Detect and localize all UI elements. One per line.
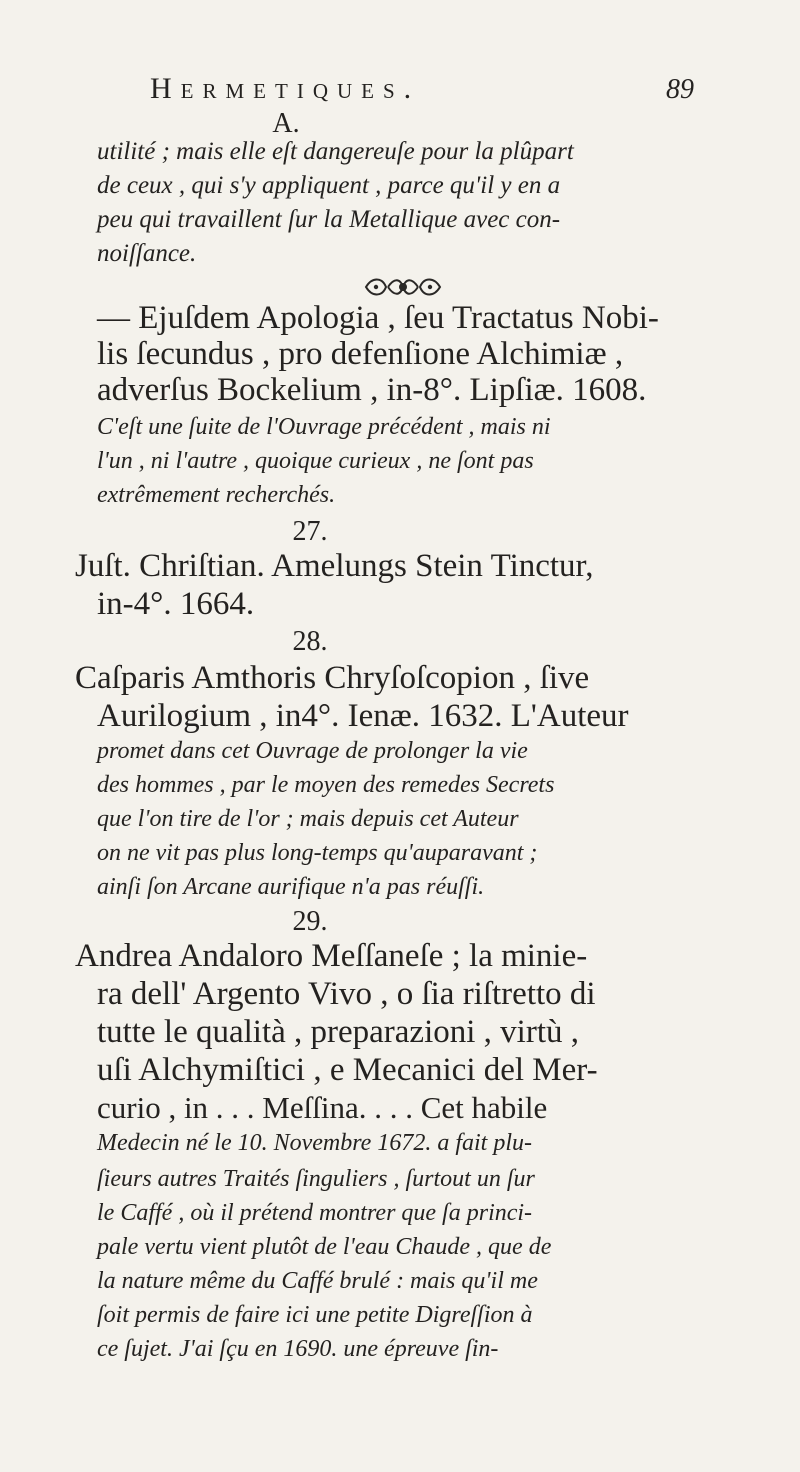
entry-26-line-2: lis ſecundus , pro defenſione Alchimiæ , <box>97 336 624 372</box>
entry-28-line-7: ainſi ſon Arcane aurifique n'a pas réuſſi. <box>97 874 485 900</box>
entry-29-line-8: le Caffé , où il prétend montrer que ſa princi- <box>97 1200 533 1226</box>
entry-29-line-5: curio , in . . . Meſſina. . . . Cet habile <box>97 1090 548 1125</box>
page-header <box>140 72 700 112</box>
entry-29-line-3: tutte le qualità , preparazioni , virtù , <box>97 1014 579 1050</box>
intro-line-3: peu qui travaillent ſur la Metallique avec con- <box>97 206 561 233</box>
entry-29-line-12: ce ſujet. J'ai ſçu en 1690. une épreuve ſin- <box>97 1336 499 1362</box>
entry-26-line-1: — Ejuſdem Apologia , ſeu Tractatus Nobi- <box>97 300 659 336</box>
entry-28-line-4: des hommes , par le moyen des remedes Secrets <box>97 772 555 798</box>
entry-29-line-10: la nature même du Caffé brulé : mais qu'il me <box>97 1268 538 1294</box>
intro-line-1: utilité ; mais elle eſt dangereuſe pour la plûpart <box>97 138 574 165</box>
entry-28-line-2: Aurilogium , in4°. Ienæ. 1632. L'Auteur <box>97 698 629 734</box>
entry-29-line-2: ra dell' Argento Vivo , o ſia riſtretto di <box>97 976 596 1012</box>
entry-number: 28. <box>292 626 328 657</box>
entry-29-line-9: pale vertu vient plutôt de l'eau Chaude , que de <box>97 1234 552 1260</box>
intro-line-4: noiſſance. <box>97 240 197 267</box>
entry-27-line-1: Juſt. Chriſtian. Amelungs Stein Tinctur, <box>75 548 594 584</box>
entry-28-line-5: que l'on tire de l'or ; mais depuis cet Auteur <box>97 806 519 832</box>
entry-26-line-5: l'un , ni l'autre , quoique curieux , ne ſont pas <box>97 448 534 474</box>
entry-number: 27. <box>292 516 328 547</box>
entry-28-line-3: promet dans cet Ouvrage de prolonger la vie <box>97 738 528 764</box>
signature-mark: A. <box>272 108 300 139</box>
entry-26-line-4: C'eſt une ſuite de l'Ouvrage précédent , mais ni <box>97 414 551 440</box>
entry-29-line-11: ſoit permis de faire ici une petite Digreſſion à <box>97 1302 533 1328</box>
running-head: Hermetiques. <box>150 72 421 105</box>
entry-26-line-6: extrêmement recherchés. <box>97 482 336 508</box>
page-number: 89 <box>666 74 694 105</box>
entry-28-line-1: Caſparis Amthoris Chryſoſcopion , ſive <box>75 660 590 696</box>
entry-28-line-6: on ne vit pas plus long-temps qu'auparavant ; <box>97 840 538 866</box>
entry-29-line-1: Andrea Andaloro Meſſaneſe ; la minie- <box>75 938 588 974</box>
entry-26-line-3: adverſus Bockelium , in-8°. Lipſiæ. 1608. <box>97 372 647 408</box>
entry-number: 29. <box>292 906 328 937</box>
fleuron-ornament-icon <box>358 274 448 300</box>
entry-27-line-2: in-4°. 1664. <box>97 586 255 622</box>
entry-29-line-4: uſi Alchymiſtici , e Mecanici del Mer- <box>97 1052 598 1088</box>
intro-line-2: de ceux , qui s'y appliquent , parce qu'il y en a <box>97 172 561 199</box>
entry-29-line-7: ſieurs autres Traités ſinguliers , ſurtout un ſur <box>97 1166 535 1192</box>
entry-29-line-6: Medecin né le 10. Novembre 1672. a fait plu- <box>97 1130 532 1156</box>
